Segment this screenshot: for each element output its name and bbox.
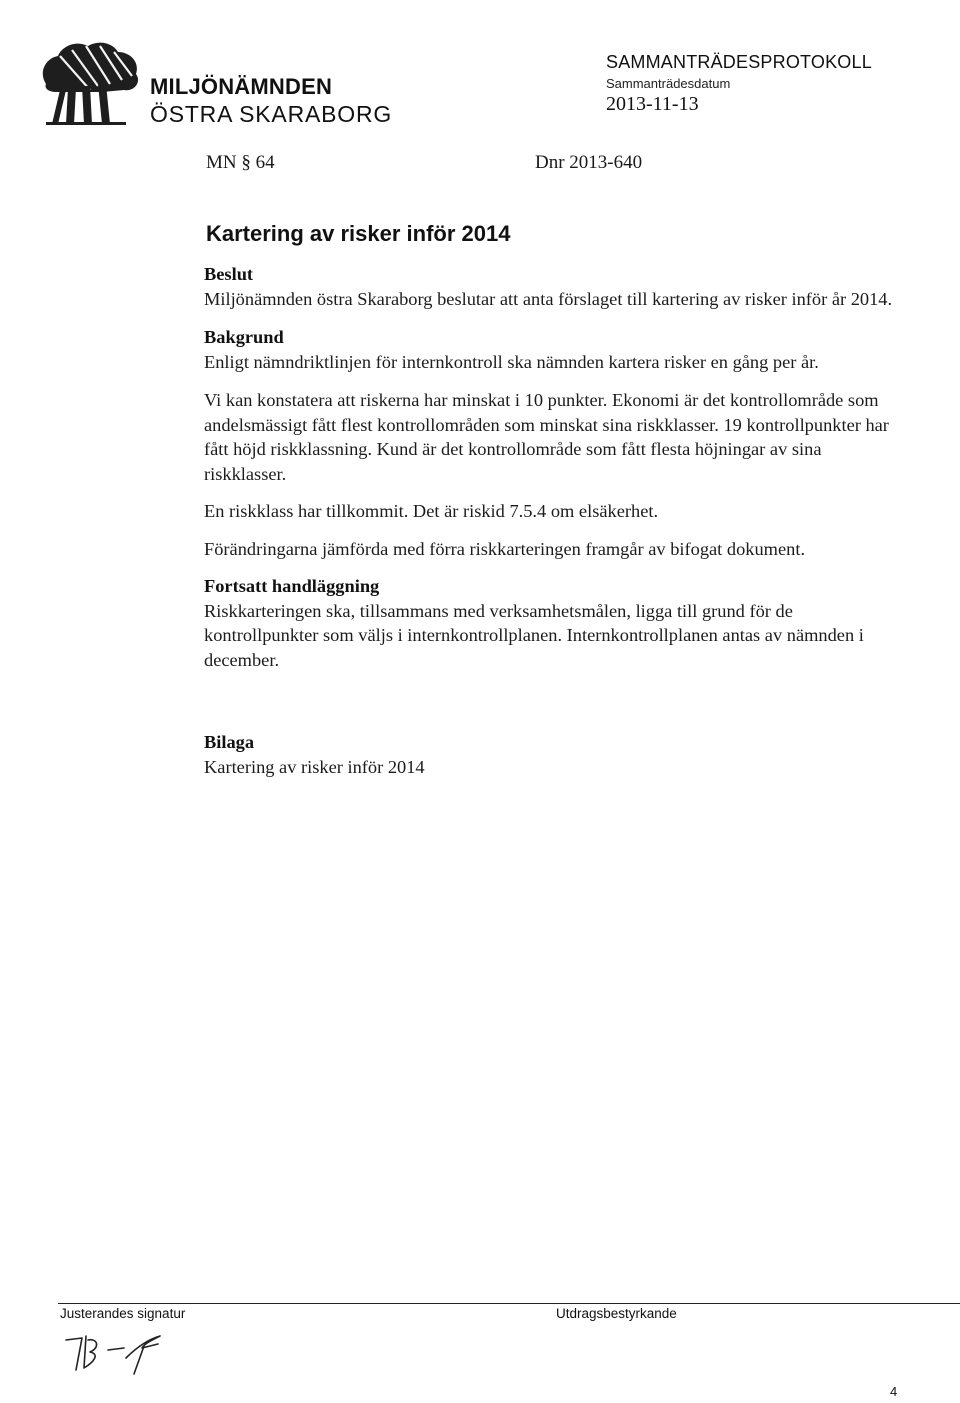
bakgrund-paragraph-4: Förändringarna jämförda med förra riskkarteringen framgår av bifogat dokument. bbox=[204, 538, 806, 559]
meeting-date: 2013-11-13 bbox=[606, 93, 699, 115]
bilaga-text: Kartering av risker inför 2014 bbox=[204, 756, 425, 777]
certification-label: Utdragsbestyrkande bbox=[556, 1306, 677, 1321]
section-heading-beslut: Beslut bbox=[204, 264, 254, 284]
bakgrund-paragraph-1: Enligt nämndriktlinjen för internkontroll ska nämnden kartera risker en gång per år. bbox=[204, 351, 819, 372]
footer-divider bbox=[58, 1303, 960, 1304]
org-name: MILJÖNÄMNDEN bbox=[150, 74, 333, 99]
diary-number: Dnr 2013-640 bbox=[535, 152, 643, 173]
handwritten-signature bbox=[60, 1326, 180, 1376]
fortsatt-text: Riskkarteringen ska, tillsammans med verksamhetsmålen, ligga till grund för de kontrollpunkter som väljs i internkontrollplanen. Internkontrollplanen antas av nämnden i december. bbox=[204, 600, 864, 670]
paragraph-reference: MN § 64 bbox=[206, 152, 275, 173]
bakgrund-paragraph-2: Vi kan konstatera att riskerna har minskat i 10 punkter. Ekonomi är det kontrollområde som andelsmässigt fått flest kontrollområden som minskat sina riskklasser. 19 kontrollpunkter har fått höjd riskklassning. Kund är det kontrollområde som fått flesta höjningar av sina riskklasser. bbox=[204, 390, 889, 484]
page-title: Kartering av risker inför 2014 bbox=[206, 221, 511, 246]
bakgrund-paragraph-3: En riskklass har tillkommit. Det är riskid 7.5.4 om elsäkerhet. bbox=[204, 501, 659, 521]
document-type: SAMMANTRÄDESPROTOKOLL bbox=[606, 52, 872, 72]
page-number: 4 bbox=[890, 1384, 898, 1399]
meeting-date-label: Sammanträdesdatum bbox=[606, 76, 731, 91]
beslut-text: Miljönämnden östra Skaraborg beslutar att anta förslaget till kartering av risker inför år 2014. bbox=[204, 288, 893, 309]
signature-label: Justerandes signatur bbox=[60, 1306, 186, 1321]
section-heading-bakgrund: Bakgrund bbox=[204, 327, 284, 347]
org-subtitle: ÖSTRA SKARABORG bbox=[150, 101, 393, 127]
section-heading-fortsatt: Fortsatt handläggning bbox=[204, 576, 380, 596]
section-heading-bilaga: Bilaga bbox=[204, 732, 255, 752]
tree-logo-icon bbox=[32, 36, 152, 128]
document-body bbox=[204, 262, 904, 779]
